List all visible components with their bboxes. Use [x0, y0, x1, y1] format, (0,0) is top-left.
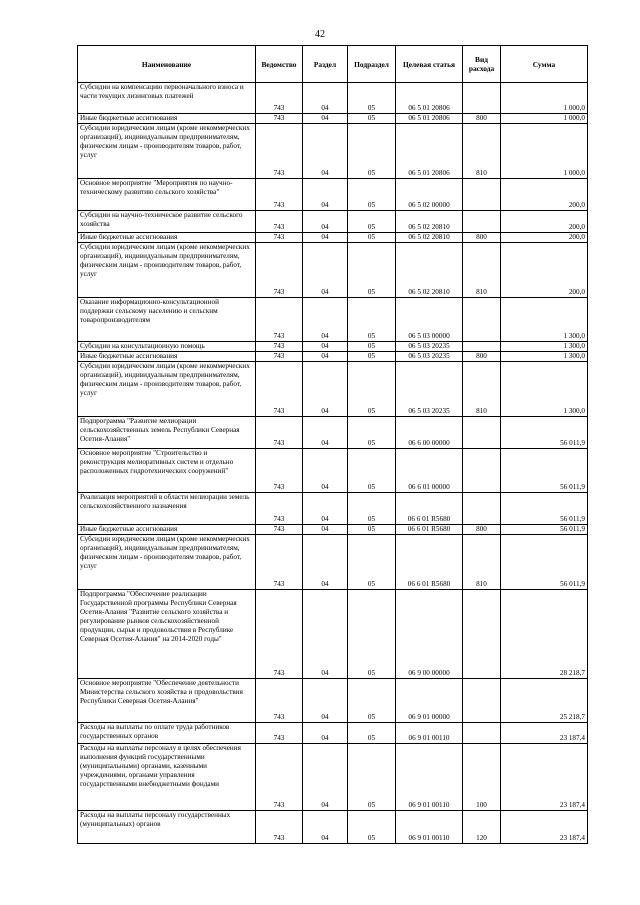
cell-article: 06 6 01 00000 [396, 449, 463, 493]
cell-sum: 200,0 [501, 211, 588, 233]
cell-section: 04 [303, 723, 348, 744]
cell-subsection: 05 [348, 233, 396, 243]
cell-type [463, 679, 501, 723]
cell-subsection: 05 [348, 243, 396, 298]
cell-sum: 23 187,4 [501, 723, 588, 744]
cell-dept: 743 [256, 493, 303, 525]
cell-section: 04 [303, 493, 348, 525]
table-row [78, 417, 588, 449]
table-row [78, 535, 588, 590]
cell-name: Основное мероприятие "Строительство и реконструкция мелиоративных систем и отдельно расположенных гидротехнических сооружений" [78, 449, 256, 493]
cell-section: 04 [303, 342, 348, 352]
cell-article: 06 5 02 20810 [396, 233, 463, 243]
cell-name: Иные бюджетные ассигнования [78, 525, 256, 535]
cell-article: 06 9 01 00110 [396, 811, 463, 844]
header-type: Вид расхода [463, 46, 501, 83]
table-row [78, 83, 588, 114]
page-number: 42 [315, 29, 325, 40]
cell-name: Основное мероприятие "Мероприятия по научно-техническому развитию сельского хозяйства" [78, 179, 256, 211]
cell-section: 04 [303, 124, 348, 179]
cell-article: 06 5 02 00000 [396, 179, 463, 211]
table-row [78, 342, 588, 352]
cell-dept: 743 [256, 723, 303, 744]
cell-article: 06 5 03 20235 [396, 342, 463, 352]
cell-type: 810 [463, 535, 501, 590]
cell-name: Иные бюджетные ассигнования [78, 233, 256, 243]
cell-subsection: 05 [348, 493, 396, 525]
header-article: Целевая статья [396, 46, 463, 83]
cell-subsection: 05 [348, 352, 396, 362]
cell-subsection: 05 [348, 124, 396, 179]
cell-dept: 743 [256, 114, 303, 124]
table-row [78, 679, 588, 723]
cell-dept: 743 [256, 525, 303, 535]
cell-dept: 743 [256, 811, 303, 844]
budget-table [77, 45, 588, 844]
cell-sum: 56 011,9 [501, 535, 588, 590]
cell-dept: 743 [256, 298, 303, 342]
cell-dept: 743 [256, 417, 303, 449]
cell-sum: 56 011,9 [501, 493, 588, 525]
cell-article: 06 9 01 00110 [396, 744, 463, 811]
table-row [78, 211, 588, 233]
cell-sum: 1 300,0 [501, 362, 588, 417]
cell-name: Оказание информационно-консультационной поддержки сельскому населению и сельским товаропроизводителям [78, 298, 256, 342]
table-header-row [78, 46, 588, 83]
cell-dept: 743 [256, 744, 303, 811]
cell-section: 04 [303, 298, 348, 342]
cell-sum: 28 218,7 [501, 590, 588, 679]
cell-article: 06 9 00 00000 [396, 590, 463, 679]
cell-section: 04 [303, 417, 348, 449]
cell-subsection: 05 [348, 723, 396, 744]
cell-subsection: 05 [348, 679, 396, 723]
table-row [78, 744, 588, 811]
cell-type [463, 417, 501, 449]
cell-type: 120 [463, 811, 501, 844]
cell-sum: 200,0 [501, 243, 588, 298]
cell-type: 810 [463, 243, 501, 298]
cell-article: 06 6 01 R5680 [396, 493, 463, 525]
header-subsection: Подраздел [348, 46, 396, 83]
cell-type [463, 723, 501, 744]
cell-dept: 743 [256, 535, 303, 590]
table-row [78, 590, 588, 679]
cell-type [463, 298, 501, 342]
cell-type: 800 [463, 114, 501, 124]
cell-sum: 1 300,0 [501, 342, 588, 352]
cell-name: Субсидии юридическим лицам (кроме некоммерческих организаций), индивидуальным предпринимателям, физическим лицам - производителям товаров, работ, услуг [78, 362, 256, 417]
cell-subsection: 05 [348, 342, 396, 352]
table-row [78, 298, 588, 342]
cell-dept: 743 [256, 211, 303, 233]
cell-name: Подпрограмма "Развитие мелиорации сельскохозяйственных земель Республики Северная Осетия-Алания" [78, 417, 256, 449]
cell-name: Субсидии юридическим лицам (кроме некоммерческих организаций), индивидуальным предпринимателям, физическим лицам - производителям товаров, работ, услуг [78, 535, 256, 590]
cell-type: 100 [463, 744, 501, 811]
cell-sum: 25 218,7 [501, 679, 588, 723]
cell-section: 04 [303, 233, 348, 243]
cell-dept: 743 [256, 179, 303, 211]
cell-subsection: 05 [348, 298, 396, 342]
cell-dept: 743 [256, 679, 303, 723]
header-dept: Ведомство [256, 46, 303, 83]
cell-dept: 743 [256, 352, 303, 362]
cell-section: 04 [303, 211, 348, 233]
cell-sum: 56 011,9 [501, 449, 588, 493]
cell-article: 06 5 02 20810 [396, 243, 463, 298]
cell-name: Субсидии юридическим лицам (кроме некоммерческих организаций), индивидуальным предпринимателям, физическим лицам - производителям товаров, работ, услуг [78, 124, 256, 179]
cell-article: 06 9 01 00000 [396, 679, 463, 723]
cell-section: 04 [303, 83, 348, 114]
cell-type [463, 590, 501, 679]
table-row [78, 233, 588, 243]
cell-sum: 1 300,0 [501, 352, 588, 362]
cell-section: 04 [303, 352, 348, 362]
cell-dept: 743 [256, 449, 303, 493]
cell-article: 06 6 01 R5680 [396, 525, 463, 535]
cell-subsection: 05 [348, 114, 396, 124]
cell-subsection: 05 [348, 83, 396, 114]
cell-type [463, 449, 501, 493]
cell-dept: 743 [256, 233, 303, 243]
cell-section: 04 [303, 590, 348, 679]
cell-name: Субсидии юридическим лицам (кроме некоммерческих организаций), индивидуальным предпринимателям, физическим лицам - производителям товаров, работ, услуг [78, 243, 256, 298]
cell-subsection: 05 [348, 535, 396, 590]
cell-dept: 743 [256, 590, 303, 679]
cell-subsection: 05 [348, 525, 396, 535]
cell-type: 800 [463, 233, 501, 243]
cell-type: 800 [463, 352, 501, 362]
cell-article: 06 5 01 20806 [396, 124, 463, 179]
cell-subsection: 05 [348, 449, 396, 493]
cell-subsection: 05 [348, 744, 396, 811]
cell-section: 04 [303, 179, 348, 211]
cell-sum: 23 187,4 [501, 744, 588, 811]
cell-dept: 743 [256, 124, 303, 179]
cell-section: 04 [303, 744, 348, 811]
table-row [78, 114, 588, 124]
cell-dept: 743 [256, 83, 303, 114]
header-name: Наименование [78, 46, 256, 83]
cell-name: Расходы на выплаты персоналу в целях обеспечения выполнения функций государственными (муниципальными) органами, казенными учреждениями, органами управления государственными внебюджетными фондами [78, 744, 256, 811]
cell-sum: 23 187,4 [501, 811, 588, 844]
cell-name: Подпрограмма "Обеспечение реализации Государственной программы Республики Северная Осетия-Алания "Развитие сельского хозяйства и регулирование рынков сельскохозяйственной продукции, сырья и продовольствия в Республике Северная Осетия-Алания" на 2014-2020 годы" [78, 590, 256, 679]
cell-type [463, 179, 501, 211]
cell-sum: 200,0 [501, 233, 588, 243]
header-section: Раздел [303, 46, 348, 83]
cell-article: 06 5 02 20810 [396, 211, 463, 233]
table-row [78, 525, 588, 535]
cell-article: 06 6 00 00000 [396, 417, 463, 449]
table-body [78, 83, 588, 844]
cell-section: 04 [303, 449, 348, 493]
cell-subsection: 05 [348, 362, 396, 417]
cell-sum: 56 011,9 [501, 417, 588, 449]
table-row [78, 449, 588, 493]
cell-name: Субсидии на консультационную помощь [78, 342, 256, 352]
cell-name: Иные бюджетные ассигнования [78, 352, 256, 362]
cell-name: Иные бюджетные ассигнования [78, 114, 256, 124]
cell-section: 04 [303, 243, 348, 298]
cell-article: 06 9 01 00110 [396, 723, 463, 744]
table-row [78, 723, 588, 744]
cell-name: Субсидии на компенсацию первоначального взноса и части текущих лизинговых платежей [78, 83, 256, 114]
cell-dept: 743 [256, 342, 303, 352]
table-row [78, 243, 588, 298]
cell-subsection: 05 [348, 811, 396, 844]
cell-type [463, 342, 501, 352]
cell-sum: 56 011,9 [501, 525, 588, 535]
table-row [78, 179, 588, 211]
cell-sum: 1 000,0 [501, 83, 588, 114]
cell-dept: 743 [256, 243, 303, 298]
cell-section: 04 [303, 679, 348, 723]
cell-subsection: 05 [348, 590, 396, 679]
cell-section: 04 [303, 525, 348, 535]
cell-name: Основное мероприятие "Обеспечение деятельности Министерства сельского хозяйства и продовольствия Республики Северная Осетия-Алания" [78, 679, 256, 723]
cell-type [463, 83, 501, 114]
cell-article: 06 6 01 R5680 [396, 535, 463, 590]
cell-section: 04 [303, 114, 348, 124]
cell-type: 800 [463, 525, 501, 535]
cell-dept: 743 [256, 362, 303, 417]
cell-name: Расходы на выплаты персоналу государственных (муниципальных) органов [78, 811, 256, 844]
header-sum: Сумма [501, 46, 588, 83]
cell-sum: 1 000,0 [501, 124, 588, 179]
cell-article: 06 5 03 20235 [396, 362, 463, 417]
cell-section: 04 [303, 535, 348, 590]
cell-subsection: 05 [348, 211, 396, 233]
cell-article: 06 5 01 20806 [396, 114, 463, 124]
cell-article: 06 5 03 00000 [396, 298, 463, 342]
cell-type: 810 [463, 362, 501, 417]
cell-type [463, 493, 501, 525]
cell-sum: 1 300,0 [501, 298, 588, 342]
table-row [78, 362, 588, 417]
cell-sum: 1 000,0 [501, 114, 588, 124]
cell-type: 810 [463, 124, 501, 179]
cell-name: Субсидии на научно-техническое развитие сельского хозяйства [78, 211, 256, 233]
cell-article: 06 5 03 20235 [396, 352, 463, 362]
cell-subsection: 05 [348, 417, 396, 449]
table-row [78, 124, 588, 179]
cell-section: 04 [303, 362, 348, 417]
cell-sum: 200,0 [501, 179, 588, 211]
cell-subsection: 05 [348, 179, 396, 211]
table-row [78, 493, 588, 525]
cell-article: 06 5 01 20806 [396, 83, 463, 114]
cell-name: Расходы на выплаты по оплате труда работников государственных органов [78, 723, 256, 744]
cell-section: 04 [303, 811, 348, 844]
cell-type [463, 211, 501, 233]
cell-name: Реализация мероприятий в области мелиорации земель сельскохозяйственного назначения [78, 493, 256, 525]
table-row [78, 811, 588, 844]
table-row [78, 352, 588, 362]
